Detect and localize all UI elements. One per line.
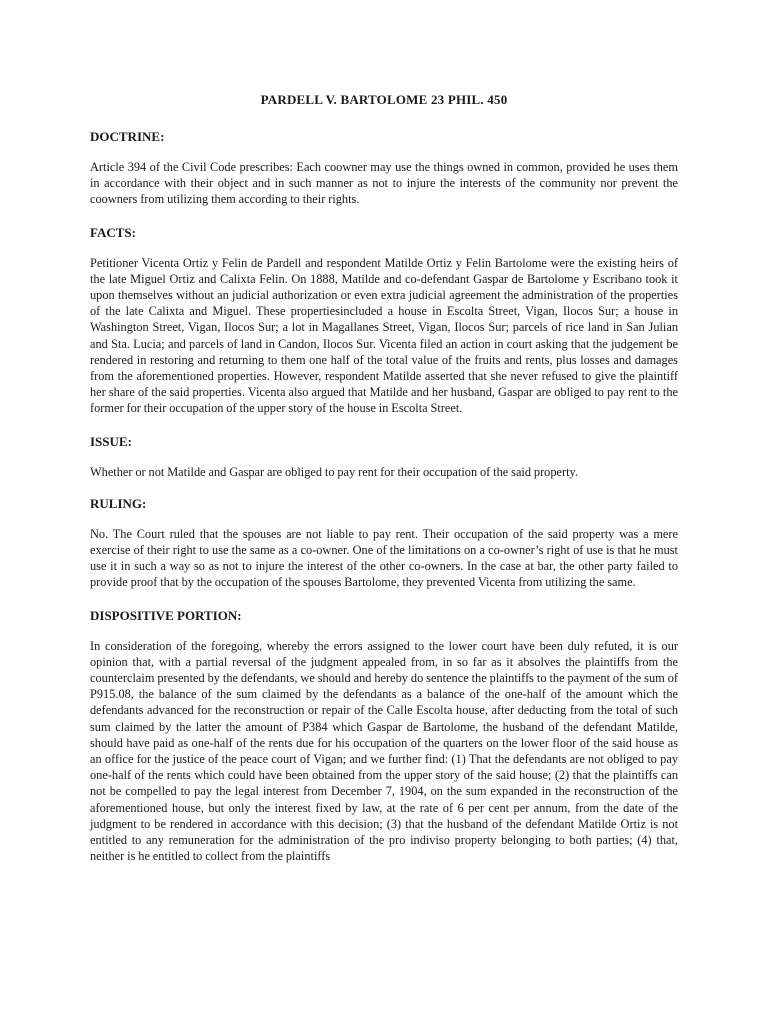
section-heading-facts: FACTS: <box>90 224 136 240</box>
section-body-ruling: No. The Court ruled that the spouses are not liable to pay rent. Their occupation of the said property was a mere exercise of their right to use the same as a co-owner. One of the limitations on a co-owner’s right of use is that he must use it in such a way so as not to injure the interest of the other co-owners. In the case at bar, the other party failed to provide proof that by the occupation of the spouses Bartolome, they prevented Vicenta from utilizing the same. <box>90 526 678 590</box>
section-body-doctrine: Article 394 of the Civil Code prescribes: Each coowner may use the things owned in common, provided he uses them in accordance with their object and in such manner as not to injure the interests of the community nor prevent the coowners from utilizing them according to their rights. <box>90 160 678 207</box>
section-body-facts: Petitioner Vicenta Ortiz y Felin de Pardell and respondent Matilde Ortiz y Felin Bartolome were the existing heirs of the late Miguel Ortiz and Calixta Felin. On 1888, Matilde and co-defendant Gaspar de Bartolome y Escribano took it upon themselves without an judicial authorization or even extra judicial agreement the administration of the properties of the late Calixta and Miguel. These propertiesincluded a house in Escolta Street, Vigan, Ilocos Sur; a house in Washington Street, Vigan, Ilocos Sur; a lot in Magallanes Street, Vigan, Ilocos Sur; parcels of rice land in San Julian and Sta. Lucia; and parcels of land in Candon, Ilocos Sur. Vicenta filed an action in court asking that the judgement be rendered in restoring and returning to them one half of the total value of the fruits and rents, plus losses and damages from the aforementioned properties. However, respondent Matilde asserted that she never refused to give the plaintiff her share of the said properties. Vicenta also argued that Matilde and her husband, Gaspar are obliged to pay rent to the former for their occupation of the upper story of the house in Escolta Street. <box>90 255 678 416</box>
section-body-issue: Whether or not Matilde and Gaspar are obliged to pay rent for their occupation of the said property. <box>90 464 579 479</box>
section-heading-ruling: RULING: <box>90 495 147 511</box>
section-heading-doctrine: DOCTRINE: <box>90 129 165 144</box>
document-title: PARDELL V. BARTOLOME 23 PHIL. 450 <box>260 92 508 107</box>
section-heading-dispositive-portion: DISPOSITIVE PORTION: <box>90 607 242 623</box>
document-page <box>90 92 678 882</box>
section-heading-issue: ISSUE: <box>90 433 132 449</box>
section-body-dispositive-portion: In consideration of the foregoing, whereby the errors assigned to the lower court have been duly refuted, it is our opinion that, with a partial reversal of the judgment appealed from, in so far as it absolves the plaintiffs from the counterclaim presented by the defendants, we should and hereby do sentence the plaintiffs to the payment of the sum of P915.08, the balance of the sum claimed by the defendants as a balance of the one-half of the amount which the defendants advanced for the reconstruction or repair of the Calle Escolta house, after deducting from the total of such sum claimed by the latter the amount of P384 which Gaspar de Bartolome, the husband of the defendant Matilde, should have paid as one-half of the rents due for his occupation of the quarters on the lower floor of the said house as an office for the justice of the peace court of Vigan; and we further find: (1) That the defendants are not obliged to pay one-half of the rents which could have been obtained from the upper story of the said house; (2) that the plaintiffs can not be compelled to pay the legal interest from December 7, 1904, on the sum expanded in the reconstruction of the aforementioned house, but only the interest fixed by law, at the rate of 6 per cent per annum, from the date of the judgment to be rendered in accordance with this decision; (3) that the husband of the defendant Matilde Ortiz is not entitled to any remuneration for the administration of the pro indiviso property belonging to both parties; (4) that, neither is he entitled to collect from the plaintiffs <box>90 638 678 864</box>
